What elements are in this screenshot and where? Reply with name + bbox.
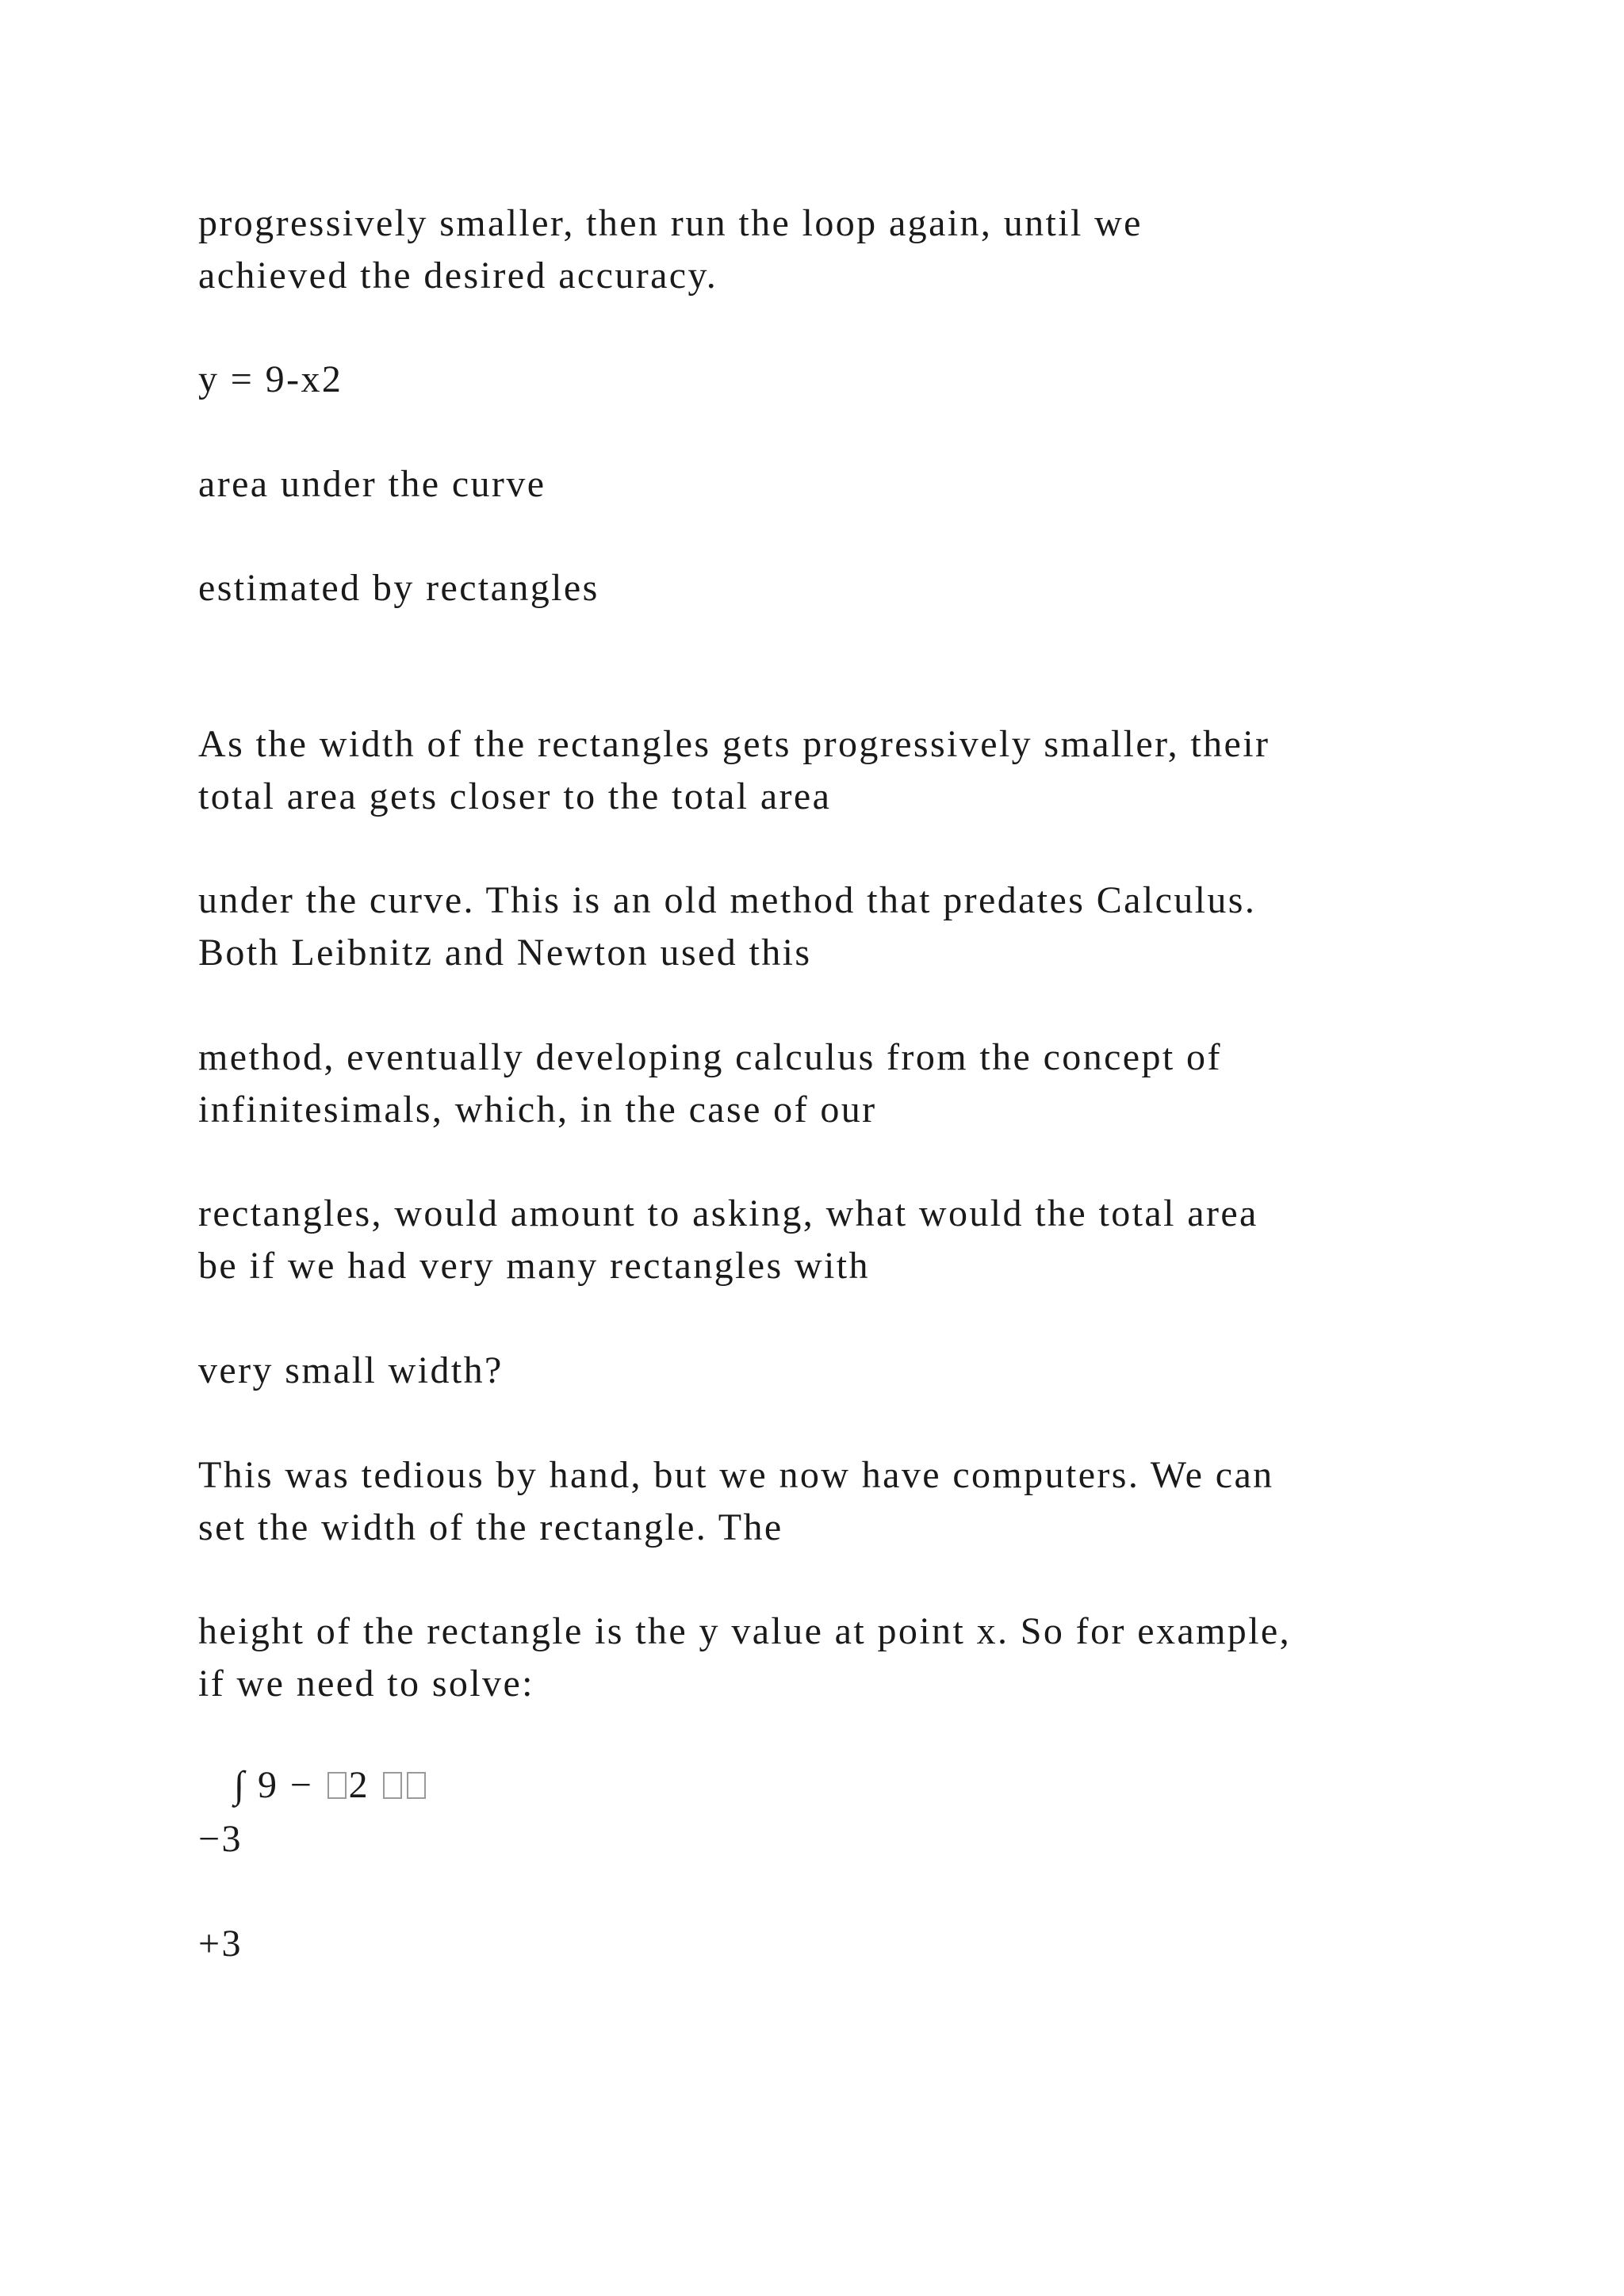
integral-upper-limit: +3 — [198, 1923, 243, 1965]
integral-expression — [234, 1766, 428, 1804]
paragraph-6-line-1: very small width? — [198, 1349, 504, 1391]
paragraph-5-line-2: be if we had very many rectangles with — [198, 1245, 870, 1287]
paragraph-7-line-1: This was tedious by hand, but we now have computers. We can — [198, 1454, 1274, 1496]
paragraph-4-line-2: infinitesimals, which, in the case of our — [198, 1089, 877, 1131]
paragraph-1-line-1: progressively smaller, then run the loop again, until we — [198, 202, 1143, 244]
paragraph-2-line-1: As the width of the rectangles gets progressively smaller, their — [198, 723, 1270, 765]
integral-constant: 9 − — [257, 1764, 314, 1806]
equation-text: y = 9-x2 — [198, 358, 343, 400]
caption-estimated-by-rectangles: estimated by rectangles — [198, 567, 599, 609]
paragraph-7-line-2: set the width of the rectangle. The — [198, 1506, 783, 1548]
integral-sign: ∫ — [234, 1764, 247, 1806]
paragraph-4-line-1: method, eventually developing calculus from the concept of — [198, 1036, 1222, 1078]
paragraph-8-line-2: if we need to solve: — [198, 1663, 534, 1705]
caption-area-under-curve: area under the curve — [198, 463, 546, 505]
integral-lower-limit: −3 — [198, 1818, 243, 1860]
missing-glyph-x-icon — [327, 1772, 347, 1799]
integral-exponent: 2 — [348, 1764, 370, 1806]
missing-glyph-x2-icon — [407, 1772, 426, 1799]
paragraph-1-line-2: achieved the desired accuracy. — [198, 254, 718, 297]
paragraph-8-line-1: height of the rectangle is the y value at point x. So for example, — [198, 1610, 1292, 1652]
paragraph-2-line-2: total area gets closer to the total area — [198, 775, 832, 817]
missing-glyph-d-icon — [383, 1772, 402, 1799]
paragraph-5-line-1: rectangles, would amount to asking, what would the total area — [198, 1192, 1258, 1234]
paragraph-3-line-1: under the curve. This is an old method that predates Calculus. — [198, 879, 1257, 921]
paragraph-3-line-2: Both Leibnitz and Newton used this — [198, 932, 812, 974]
